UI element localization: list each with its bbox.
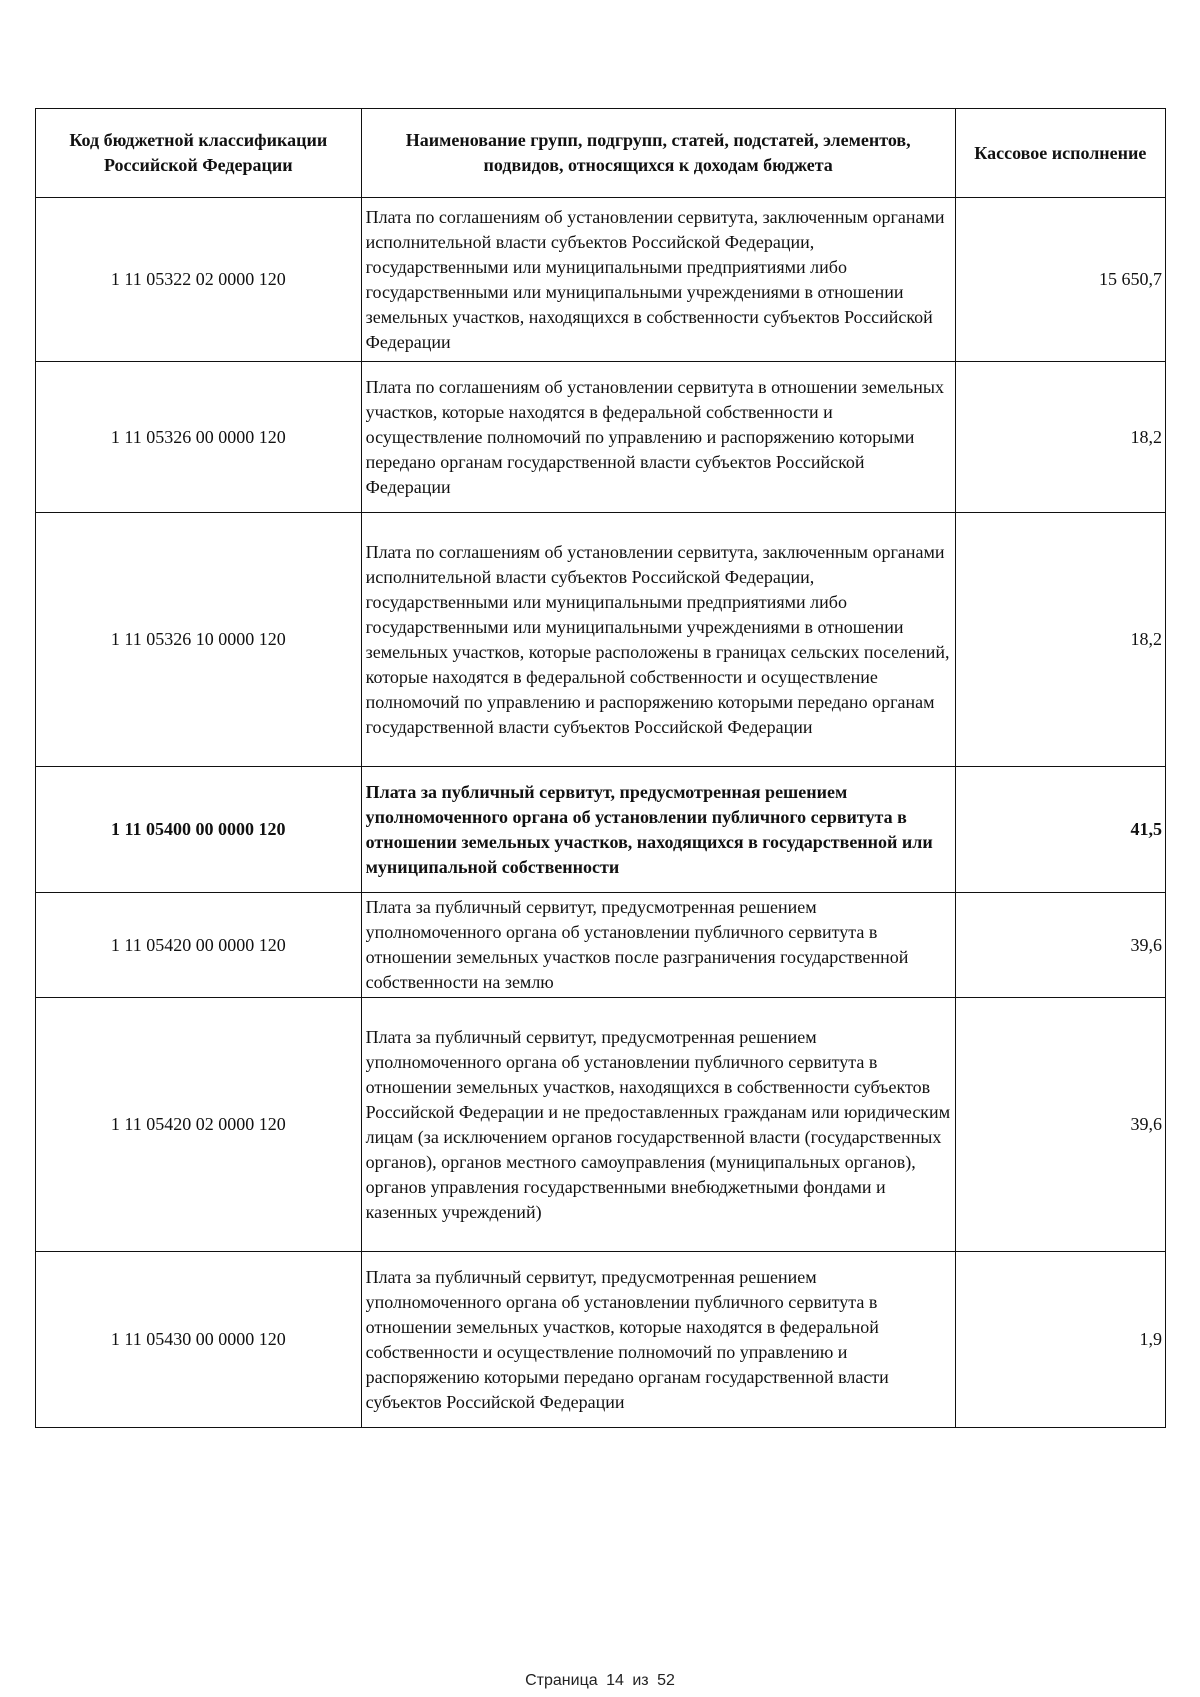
row-code: 1 11 05326 00 0000 120 (36, 362, 362, 513)
row-code: 1 11 05400 00 0000 120 (36, 767, 362, 893)
row-sum: 39,6 (955, 998, 1165, 1252)
row-name: Плата по соглашениям об установлении сервитута в отношении земельных участков, которые находятся в федеральной собственности и осуществление полномочий по управлению и распоряжению которыми передано органам государственной власти субъектов Российской Федерации (361, 362, 955, 513)
page-of: из (632, 1672, 649, 1689)
row-name: Плата за публичный сервитут, предусмотренная решением уполномоченного органа об установлении публичного сервитута в отношении земельных участков после разграничения государственной собственности на землю (361, 893, 955, 998)
table-row (36, 998, 1166, 1252)
table-row (36, 767, 1166, 893)
table-row (36, 198, 1166, 362)
row-name: Плата по соглашениям об установлении сервитута, заключенным органами исполнительной власти субъектов Российской Федерации, государственными или муниципальными предприятиями либо государственными или муниципальными учреждениями в отношении земельных участков, находящихся в собственности субъектов Российской Федерации (361, 198, 955, 362)
header-sum: Кассовое исполнение (955, 109, 1165, 198)
row-code: 1 11 05430 00 0000 120 (36, 1252, 362, 1428)
revenue-table (35, 108, 1166, 1428)
row-code: 1 11 05420 00 0000 120 (36, 893, 362, 998)
row-sum: 15 650,7 (955, 198, 1165, 362)
table-header-row (36, 109, 1166, 198)
row-name: Плата за публичный сервитут, предусмотренная решением уполномоченного органа об установлении публичного сервитута в отношении земельных участков, находящихся в собственности субъектов Российской Федерации и не предоставленных гражданам или юридическим лицам (за исключением органов государственной власти (государственных органов), органов местного самоуправления (муниципальных органов), органов управления государственными внебюджетными фондами и казенных учреждений) (361, 998, 955, 1252)
row-sum: 39,6 (955, 893, 1165, 998)
row-sum: 1,9 (955, 1252, 1165, 1428)
row-code: 1 11 05322 02 0000 120 (36, 198, 362, 362)
row-name: Плата по соглашениям об установлении сервитута, заключенным органами исполнительной власти субъектов Российской Федерации, государственными или муниципальными предприятиями либо государственными или муниципальными учреждениями в отношении земельных участков, которые расположены в границах сельских поселений, которые находятся в федеральной собственности и осуществление полномочий по управлению и распоряжению которыми передано органам государственной власти субъектов Российской Федерации (361, 513, 955, 767)
table-row (36, 513, 1166, 767)
row-sum: 41,5 (955, 767, 1165, 893)
row-code: 1 11 05420 02 0000 120 (36, 998, 362, 1252)
row-name: Плата за публичный сервитут, предусмотренная решением уполномоченного органа об установлении публичного сервитута в отношении земельных участков, которые находятся в федеральной собственности и осуществление полномочий по управлению и распоряжению которыми передано органам государственной власти субъектов Российской Федерации (361, 1252, 955, 1428)
page-current: 14 (606, 1672, 624, 1689)
table-row (36, 362, 1166, 513)
table-row (36, 893, 1166, 998)
page-footer (0, 1672, 1200, 1690)
row-code: 1 11 05326 10 0000 120 (36, 513, 362, 767)
table-row (36, 1252, 1166, 1428)
page-label: Страница (525, 1672, 598, 1689)
header-code: Код бюджетной классификации Российской Федерации (36, 109, 362, 198)
page-total: 52 (657, 1672, 675, 1689)
header-name: Наименование групп, подгрупп, статей, подстатей, элементов, подвидов, относящихся к доходам бюджета (361, 109, 955, 198)
row-name: Плата за публичный сервитут, предусмотренная решением уполномоченного органа об установлении публичного сервитута в отношении земельных участков, находящихся в государственной или муниципальной собственности (361, 767, 955, 893)
row-sum: 18,2 (955, 362, 1165, 513)
row-sum: 18,2 (955, 513, 1165, 767)
